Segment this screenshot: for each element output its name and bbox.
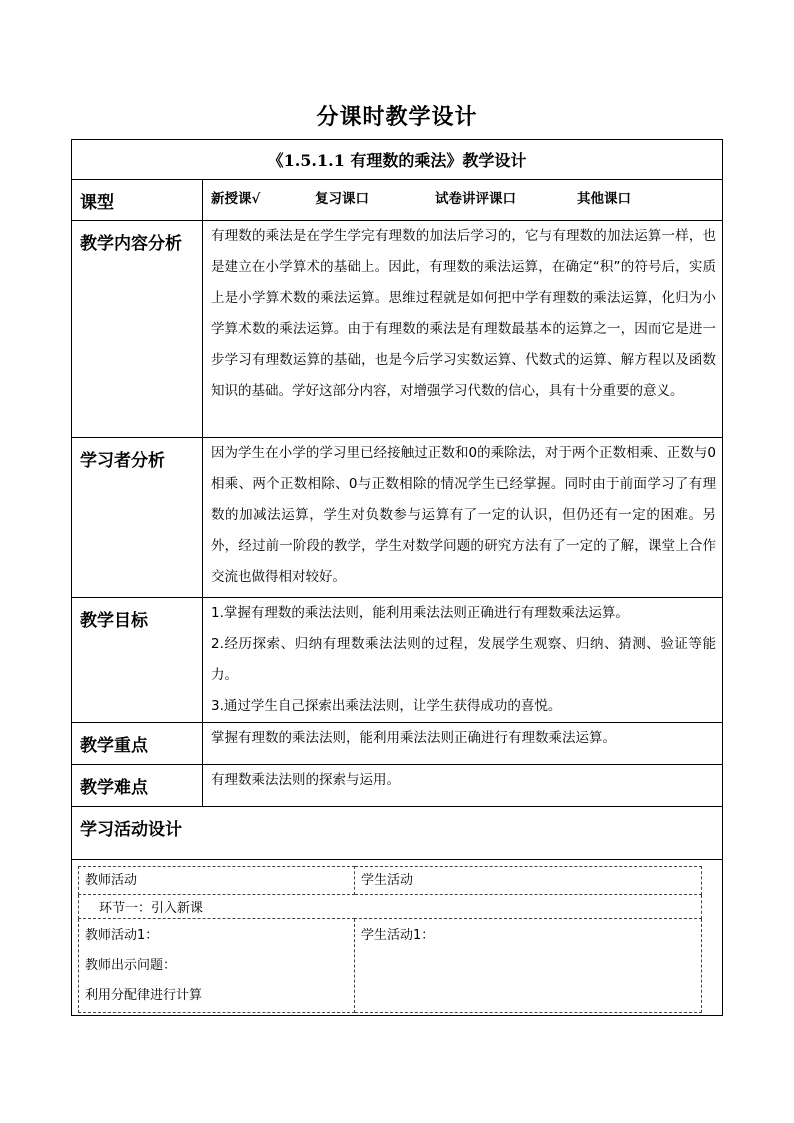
stage-one-label (79, 895, 702, 919)
document-title: 分课时教学设计 (316, 104, 478, 130)
teaching-goals-label: 教学目标 (72, 598, 203, 723)
teacher-activity-title: 教师活动1： (85, 928, 159, 943)
course-type-options (203, 180, 723, 221)
course-type-other: 其他课口 (577, 191, 631, 207)
activity-container (72, 860, 723, 1016)
course-type-review: 复习课口 (315, 191, 369, 207)
lesson-title: 《1.5.1.1 有理数的乘法》教学设计 (72, 140, 723, 180)
student-activity-header: 学生活动 (355, 867, 702, 895)
course-type-new: 新授课√ (211, 191, 261, 207)
content-analysis-text: 有理数的乘法是在学生学完有理数的加法后学习的，它与有理数的加法运算一样，也是建立在小学算术的基础上。因此，有理数的乘法运算，在确定“积”的符号后，实质上是小学算术数的乘法运算。思维过程就是如何把中学有理数的乘法运算，化归为小学算术数的乘法运算。由于有理数的乘法是有理数最基本的运算之一，因而它是进一步学习有理数运算的基础，也是今后学习实数运算、代数式的运算、解方程以及函数知识的基础。学好这部分内容，对增强学习代数的信心，具有十分重要的意义。 (203, 221, 723, 438)
difficulties-text: 有理数乘法法则的探索与运用。 (203, 765, 723, 807)
student-activity-title: 学生活动1： (361, 928, 435, 943)
teacher-activity-header: 教师活动 (79, 867, 355, 895)
course-type-label: 课型 (72, 180, 203, 221)
key-points-text: 掌握有理数的乘法法则，能利用乘法法则正确进行有理数乘法运算。 (203, 723, 723, 765)
teacher-line-1: 教师出示问题： (85, 958, 177, 973)
teacher-line-2: 利用分配律进行计算 (85, 988, 203, 1003)
activity-table (78, 866, 702, 1013)
learner-analysis-text: 因为学生在小学的学习里已经接触过正数和0的乘除法，对于两个正数相乘、正数与0相乘、两个正数相除、0与正数相除的情况学生已经掌握。同时由于前面学习了有理数的加减法运算，学生对负数参与运算有了一定的认识，但仍还有一定的困难。另外，经过前一阶段的教学，学生对数学问题的研究方法有了一定的了解，课堂上合作交流也做得相对较好。 (203, 438, 723, 598)
key-points-label: 教学重点 (72, 723, 203, 765)
lesson-design-table (71, 139, 723, 1016)
stage-one-text: 环节一：引入新课 (99, 901, 204, 916)
teaching-goals-list (203, 598, 723, 723)
goal-item-1: 1.掌握有理数的乘法法则，能利用乘法法则正确进行有理数乘法运算。 (211, 605, 629, 621)
learner-analysis-label: 学习者分析 (72, 438, 203, 598)
goal-item-3: 3.通过学生自己探索出乘法法则，让学生获得成功的喜悦。 (211, 698, 562, 714)
teacher-activity-cell (79, 919, 355, 1013)
activity-design-heading: 学习活动设计 (72, 807, 723, 860)
student-activity-cell (355, 919, 702, 1013)
content-analysis-label: 教学内容分析 (72, 221, 203, 438)
goal-item-2: 2.经历探索、归纳有理数乘法法则的过程，发展学生观察、归纳、猜测、验证等能力。 (211, 636, 717, 683)
course-type-exam: 试卷讲评课口 (435, 191, 516, 207)
difficulties-label: 教学难点 (72, 765, 203, 807)
